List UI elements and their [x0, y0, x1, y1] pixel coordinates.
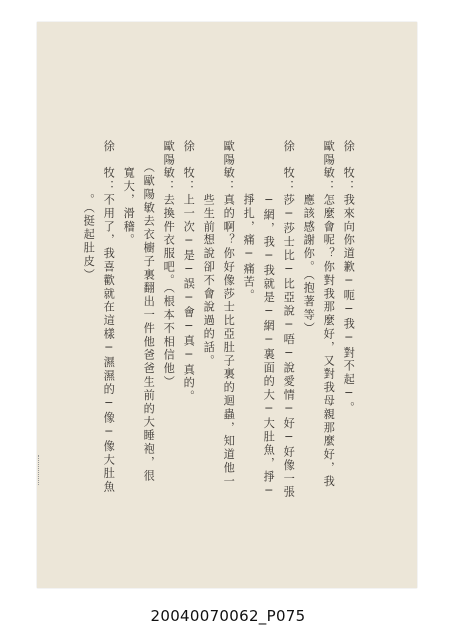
text-column-2: 歐陽敏：怎麼會呢？你對我那麼好，又對我母親那麼好，我 [322, 140, 336, 489]
text-column-6: 掙扎，痛─痛苦。 [242, 140, 256, 303]
text-column-7: 歐陽敏：真的啊？你好像莎士比亞肚子裏的迴蟲，知道他一 [222, 140, 236, 489]
text-column-4: 徐 牧：莎─莎士比─比亞說─唔─說愛情─好─好像一張 [282, 140, 296, 500]
image-caption: 20040070062_P075 [150, 607, 306, 625]
text-column-10: 歐陽敏：去換件衣服吧。（根本不相信他） [162, 140, 176, 389]
text-column-3: 應該感謝你。（抱著等） [302, 140, 316, 336]
text-column-14: 。（挺起肚皮） [82, 140, 96, 282]
text-column-5: ─網，我─我就是─網─裏面的大─大肚魚，掙─ [262, 140, 276, 500]
page-edge-mark [38, 455, 44, 485]
text-column-11: （歐陽敏去衣櫥子裏翻出一件他爸爸生前的大睡袍，很 [142, 140, 156, 483]
text-column-1: 徐 牧：我來向你道歉─呃─我─對不起─。 [342, 140, 356, 416]
text-column-8: 些生前想說卻不會說過的話。 [202, 140, 216, 368]
text-column-12: 寬大，滑稽。 [122, 140, 136, 248]
text-column-9: 徐 牧：上一次─是─誤─會─真─真的。 [182, 140, 196, 404]
text-column-13: 徐 牧：不用了，我喜歡就在這樣─濕濕的─像─像大肚魚 [102, 140, 116, 494]
